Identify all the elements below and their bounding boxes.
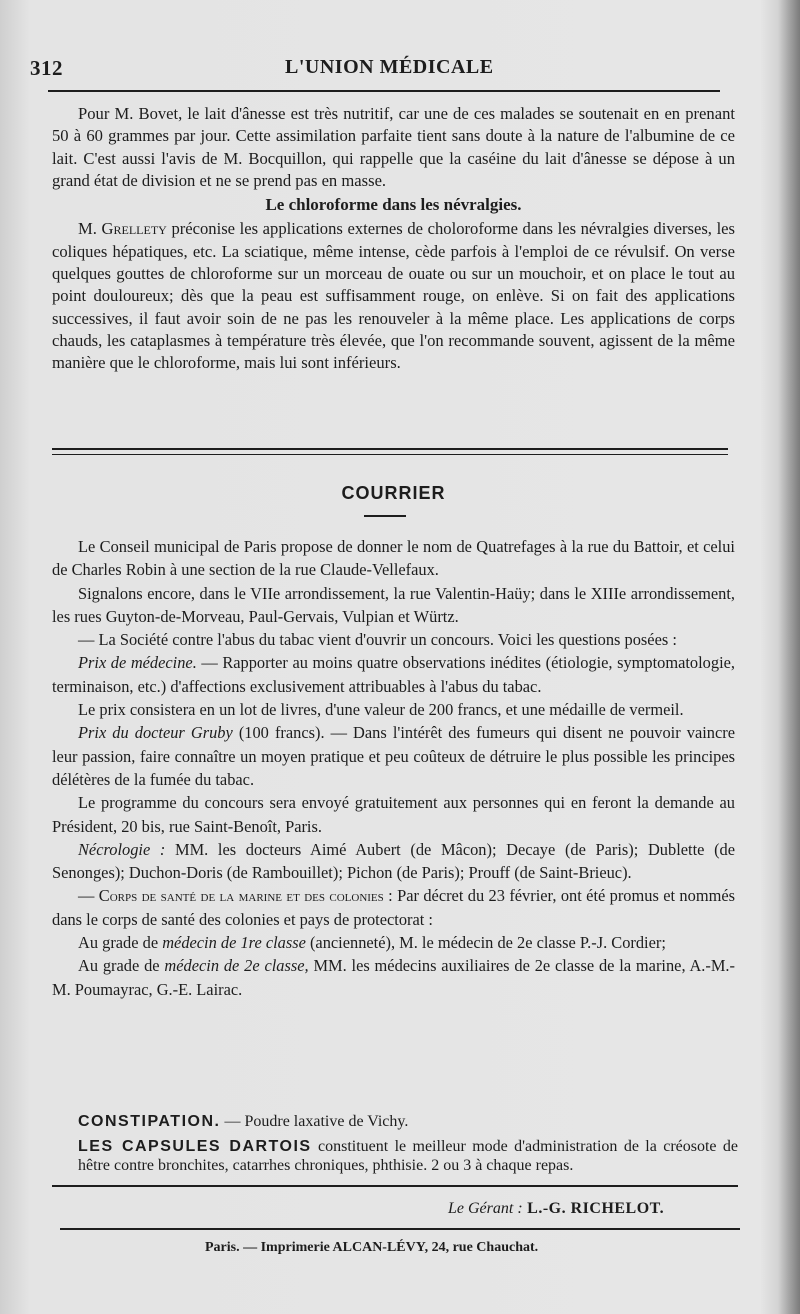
double-rule-top: [52, 448, 728, 450]
author-name: M. Grellety: [78, 219, 167, 239]
grade-2e-text: MM. les médecins auxiliaires de 2e classe de la marine, A.-M.-M. Poumayrac, G.-E. Lairac.: [52, 956, 735, 999]
necrologie-label: Nécrologie :: [78, 839, 166, 859]
gerant-label: Le Gérant :: [448, 1200, 523, 1217]
ad-constipation-text: — Poudre laxative de Vichy.: [220, 1113, 409, 1130]
programme-paragraph: Le programme du concours sera envoyé gratuitement aux personnes qui en feront la demande au Président, 20 bis, rue Saint-Benoît, Paris.: [52, 793, 735, 836]
grade-2e-prefix: Au grade de: [78, 956, 165, 976]
prix-gruby-text: (100 francs). — Dans l'intérêt des fumeurs qui disent ne pouvoir vaincre leur passion, faire connaître un moyen pratique et peu coûteux de détruire le plus possible les principes délétères de la fumée du tabac.: [52, 723, 735, 789]
courrier-block: [52, 535, 735, 1001]
prix-medecine-text: — Rapporter au moins quatre observations inédites (étiologie, symptomatologie, terminaison, etc.) d'affections exclusivement attribuables à l'abus du tabac.: [52, 653, 735, 696]
article-block: [52, 103, 735, 375]
prix-medecine-paragraph: [52, 651, 735, 698]
prix-gruby-paragraph: [52, 721, 735, 791]
grade-1re-paragraph: [52, 931, 735, 954]
grade-2e-paragraph: [52, 954, 735, 1001]
corps-sante-label: — Corps de santé de la marine et des colonies :: [78, 886, 393, 906]
footer-rule-bottom: [60, 1228, 740, 1230]
gerant-name: L.-G. RICHELOT.: [522, 1200, 665, 1217]
courrier-rule: [364, 515, 406, 517]
grellety-text: préconise les applications externes de choloroforme dans les névralgies diverses, les coliques hépatiques, etc. La sciatique, même intense, cède parfois à l'emploi de ce révulsif. On verse quelques gouttes de chloroforme sur un morceau de ouate ou sur un mouchoir, et on place le tout au point douloureux; dès que la peau est suffisamment rouge, on enlève. Si on fait des applications successives, il faut avoir soin de ne pas les renouveler à la même place. Les applications de corps chauds, les cataplasmes à température très élevée, que l'on recommande souvent, agissent de la même manière que le chloroforme, mais lui sont inférieurs.: [52, 219, 736, 373]
grade-2e-label: médecin de 2e classe,: [164, 956, 309, 976]
signalons-paragraph: Signalons encore, dans le VIIe arrondissement, la rue Valentin-Haüy; dans le XIIIe arrondissement, les rues Guyton-de-Morveau, Paul-Gervais, Vulpian et Würtz.: [52, 583, 735, 626]
header-rule: [48, 90, 720, 92]
journal-title: L'UNION MÉDICALE: [285, 56, 494, 78]
gerant-line: [448, 1200, 664, 1218]
ad-capsules-dartois: [78, 1137, 738, 1175]
conseil-paragraph: Le Conseil municipal de Paris propose de donner le nom de Quatrefages à la rue du Battoir, et celui de Charles Robin à une section de la rue Claude-Vellefaux.: [52, 537, 735, 580]
prix-medecine-label: Prix de médecine.: [78, 653, 197, 673]
grade-1re-text: (ancienneté), M. le médecin de 2e classe P.-J. Cordier;: [305, 933, 666, 953]
ad-capsules-text: constituent le meilleur mode d'administration de la créosote de hêtre contre bronchites, catarrhes chroniques, phthisie. 2 ou 3 à chaque repas.: [78, 1138, 739, 1174]
ad-constipation: [78, 1112, 738, 1131]
section-title-chloroforme: Le chloroforme dans les névralgies.: [265, 195, 522, 215]
double-rule-bottom: [52, 454, 728, 455]
necrologie-paragraph: [52, 838, 735, 885]
imprimerie-line: Paris. — Imprimerie ALCAN-LÉVY, 24, rue Chauchat.: [205, 1240, 539, 1255]
corps-sante-text: Par décret du 23 février, ont été promus et nommés dans le corps de santé des colonies et pays de protectorat :: [52, 886, 735, 929]
courrier-title: COURRIER: [341, 483, 446, 503]
page-header: [30, 52, 760, 86]
prix-lot-paragraph: Le prix consistera en un lot de livres, d'une valeur de 200 francs, et une médaille de vermeil.: [78, 700, 684, 720]
page-number: 312: [30, 56, 63, 80]
grellety-paragraph: [52, 218, 735, 374]
necrologie-text: MM. les docteurs Aimé Aubert (de Mâcon); Decaye (de Paris); Dublette (de Senonges); Duchon-Doris (de Rambouillet); Pichon (de Paris); Prouff (de Saint-Brieuc).: [52, 839, 735, 883]
ad-capsules-lead: LES CAPSULES DARTOIS: [78, 1138, 312, 1155]
bovet-paragraph: Pour M. Bovet, le lait d'ânesse est très nutritif, car une de ces malades se soutenait en en prenant 50 à 60 grammes par jour. Cette assimilation parfaite tient sans doute à la nature de l'albumine de ce lait. C'est aussi l'avis de M. Bocquillon, qui rappelle que la caséine du lait d'ânesse se dépose à un grand état de division et ne se prend pas en masse.: [52, 104, 735, 190]
ad-constipation-lead: CONSTIPATION.: [78, 1113, 221, 1130]
page-edge-shadow: [778, 0, 800, 1314]
corps-sante-paragraph: [52, 884, 735, 931]
prix-gruby-label: Prix du docteur Gruby: [78, 723, 233, 743]
societe-paragraph: — La Société contre l'abus du tabac vient d'ouvrir un concours. Voici les questions posées :: [78, 630, 677, 650]
grade-1re-label: médecin de 1re classe: [162, 933, 306, 953]
grade-1re-prefix: Au grade de: [78, 933, 163, 953]
footer-rule-top: [52, 1185, 738, 1187]
